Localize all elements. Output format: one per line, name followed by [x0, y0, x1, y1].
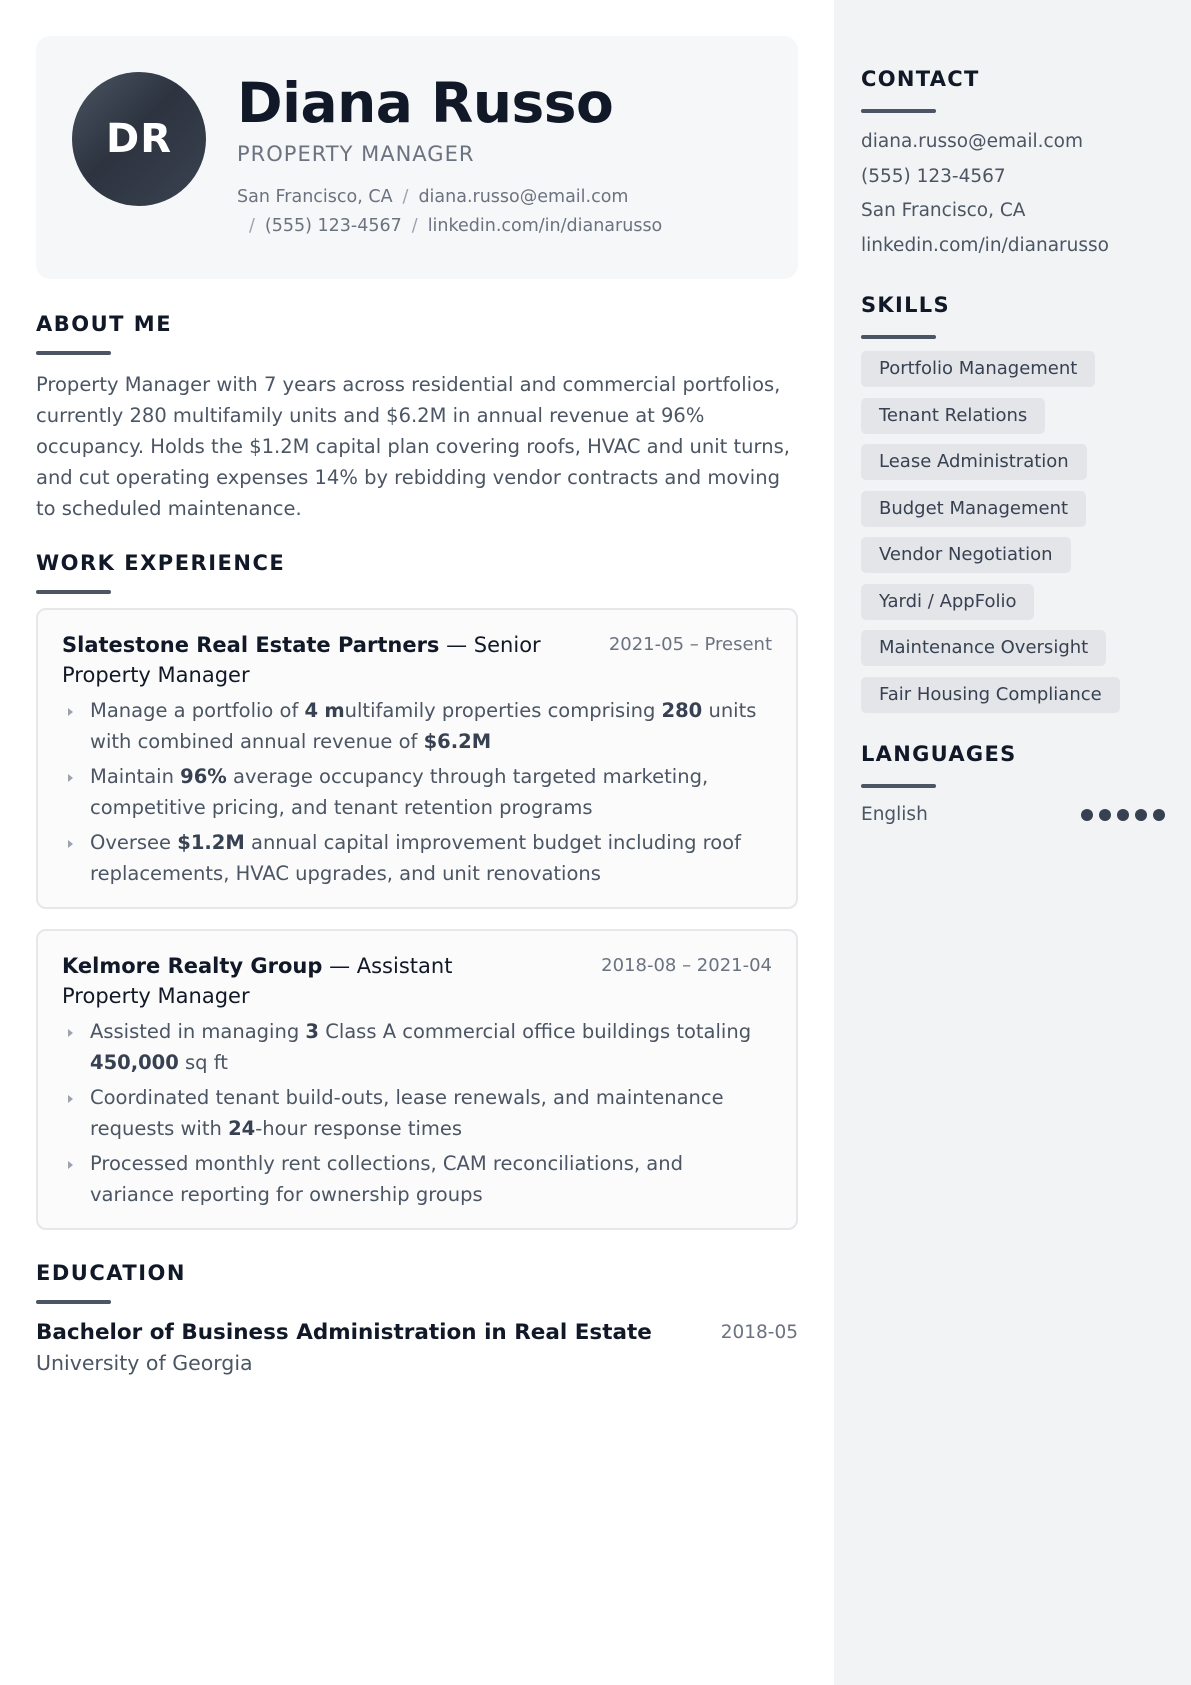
bullet-text: Manage a portfolio of — [90, 699, 305, 722]
highlight-metric: 4 — [304, 699, 319, 722]
job-role: — Assistant Property Manager — [62, 954, 453, 1008]
bullet-arrow-icon — [68, 774, 73, 782]
about-section — [36, 311, 798, 524]
language-level-rating — [1081, 809, 1165, 821]
experience-section — [36, 550, 798, 1230]
bullet-text: Processed monthly rent collections, CAM reconciliations, and variance reporting for ownership groups — [90, 1152, 683, 1206]
languages-list — [861, 804, 1165, 825]
languages-section — [861, 737, 1165, 825]
header-linkedin[interactable]: linkedin.com/in/dianarusso — [427, 216, 663, 236]
skill-tag: Portfolio Management — [861, 351, 1095, 387]
job-title: PROPERTY MANAGER — [237, 142, 475, 166]
skill-tag: Fair Housing Compliance — [861, 677, 1120, 713]
header-contact — [237, 183, 777, 241]
job-card — [36, 608, 798, 909]
job-bullets — [62, 696, 772, 889]
sidebar-email[interactable]: diana.russo@email.com — [861, 131, 1083, 152]
language-row — [861, 804, 1165, 825]
sidebar-linkedin[interactable]: linkedin.com/in/dianarusso — [861, 234, 1109, 256]
header-separator: / — [249, 216, 255, 236]
job-role: — Senior Property Manager — [62, 633, 541, 687]
skills-list — [861, 351, 1165, 723]
highlight-metric: $1.2M — [177, 831, 245, 854]
bullet-text: average occupancy through targeted marketing, competitive pricing, and tenant retention programs — [90, 765, 709, 819]
skill-tag: Yardi / AppFolio — [861, 584, 1034, 620]
section-title: ABOUT ME — [36, 312, 173, 336]
skill-tag: Maintenance Oversight — [861, 630, 1106, 666]
bullet-arrow-icon — [68, 708, 73, 716]
job-card — [36, 929, 798, 1230]
candidate-name: Diana Russo — [237, 71, 614, 135]
highlight-metric: 24 — [228, 1116, 256, 1140]
school: University of Georgia — [36, 1351, 253, 1375]
bullet-arrow-icon — [68, 1161, 73, 1169]
level-dot-icon — [1153, 809, 1165, 821]
sidebar-title-languages: LANGUAGES — [861, 742, 1017, 766]
bullet-text: -hour response times — [255, 1116, 463, 1140]
sidebar-location: San Francisco, CA — [861, 200, 1026, 221]
highlight-metric: $6.2M — [423, 729, 492, 753]
about-text: Property Manager with 7 years across residential and commercial portfolios, currently 280 multifamily units and $6.2M in annual revenue at 96% occupancy. Holds the $1.2M capital plan covering roofs, HVAC and unit turns, and cut operating expenses 14% by rebidding vendor contracts and moving to scheduled maintenance. — [36, 373, 790, 520]
header-separator: / — [402, 187, 409, 207]
highlight-metric: m — [324, 699, 345, 722]
education-section — [36, 1260, 798, 1378]
section-divider — [861, 335, 936, 339]
highlight-metric: 96% — [180, 765, 227, 788]
job-dates: 2021-05 – Present — [608, 634, 772, 655]
bullet-text: Coordinated tenant build-outs, lease renewals, and maintenance requests with — [90, 1086, 724, 1140]
bullet-text: Assisted in managing — [90, 1020, 306, 1043]
job-bullet — [62, 1083, 772, 1144]
education-date: 2018-05 — [720, 1322, 798, 1343]
job-bullets — [62, 1017, 772, 1210]
job-bullet — [62, 828, 772, 889]
highlight-metric: 3 — [305, 1020, 319, 1043]
bullet-arrow-icon — [68, 840, 73, 848]
bullet-text: Class A commercial office buildings totaling — [319, 1020, 752, 1043]
section-divider — [861, 109, 936, 113]
sidebar-title-contact: CONTACT — [861, 67, 980, 91]
job-bullet — [62, 1149, 772, 1210]
job-bullet — [62, 1017, 772, 1078]
header-card — [36, 36, 798, 279]
bullet-text: annual capital improvement budget including roof replacements, HVAC upgrades, and unit renovations — [90, 831, 741, 885]
section-divider — [36, 351, 111, 355]
header-separator: / — [411, 216, 418, 236]
skill-tag: Tenant Relations — [861, 398, 1045, 434]
sidebar-contact-list — [861, 125, 1165, 263]
job-position — [62, 630, 542, 690]
bullet-text: Maintain — [90, 765, 181, 788]
level-dot-icon — [1117, 809, 1129, 821]
header-location: San Francisco, CA — [237, 187, 393, 207]
skills-section — [861, 288, 1165, 723]
job-header — [62, 951, 772, 1011]
company-name: Kelmore Realty Group — [62, 954, 323, 978]
avatar — [72, 72, 206, 206]
section-divider — [36, 590, 111, 594]
header-text — [237, 70, 777, 241]
section-title: EDUCATION — [36, 1261, 186, 1285]
level-dot-icon — [1099, 809, 1111, 821]
bullet-arrow-icon — [68, 1095, 73, 1103]
company-name: Slatestone Real Estate Partners — [62, 633, 440, 657]
bullet-text: ultifamily properties comprising — [344, 699, 662, 722]
main-column — [36, 36, 798, 1378]
education-entry — [36, 1318, 798, 1348]
job-position — [62, 951, 542, 1011]
highlight-metric: 280 — [661, 699, 703, 722]
degree: Bachelor of Business Administration in Real Estate — [36, 1320, 652, 1345]
avatar-initials: DR — [105, 116, 172, 162]
level-dot-icon — [1081, 809, 1093, 821]
skill-tag: Lease Administration — [861, 444, 1087, 480]
job-bullet — [62, 696, 772, 757]
section-divider — [861, 784, 936, 788]
section-title: WORK EXPERIENCE — [36, 551, 286, 575]
job-bullet — [62, 762, 772, 823]
job-header — [62, 630, 772, 690]
bullet-text: Oversee — [90, 831, 178, 854]
header-phone[interactable]: (555) 123-4567 — [264, 216, 402, 236]
sidebar-title-skills: SKILLS — [861, 293, 950, 317]
bullet-arrow-icon — [68, 1029, 73, 1037]
skill-tag: Budget Management — [861, 491, 1086, 527]
level-dot-icon — [1135, 809, 1147, 821]
highlight-metric: 450,000 — [90, 1050, 179, 1074]
sidebar-phone[interactable]: (555) 123-4567 — [861, 165, 1006, 187]
header-contact-row-2 — [237, 212, 777, 241]
skill-tag: Vendor Negotiation — [861, 537, 1071, 573]
bullet-text: sq ft — [178, 1050, 228, 1074]
sidebar — [834, 0, 1191, 1685]
header-contact-row-1 — [237, 183, 777, 212]
language-name: English — [861, 804, 928, 825]
job-dates: 2018-08 – 2021-04 — [601, 955, 772, 976]
bullet-text: units with combined annual revenue of — [90, 699, 757, 753]
header-email[interactable]: diana.russo@email.com — [418, 187, 629, 207]
job-list — [36, 608, 798, 1230]
section-divider — [36, 1300, 111, 1304]
